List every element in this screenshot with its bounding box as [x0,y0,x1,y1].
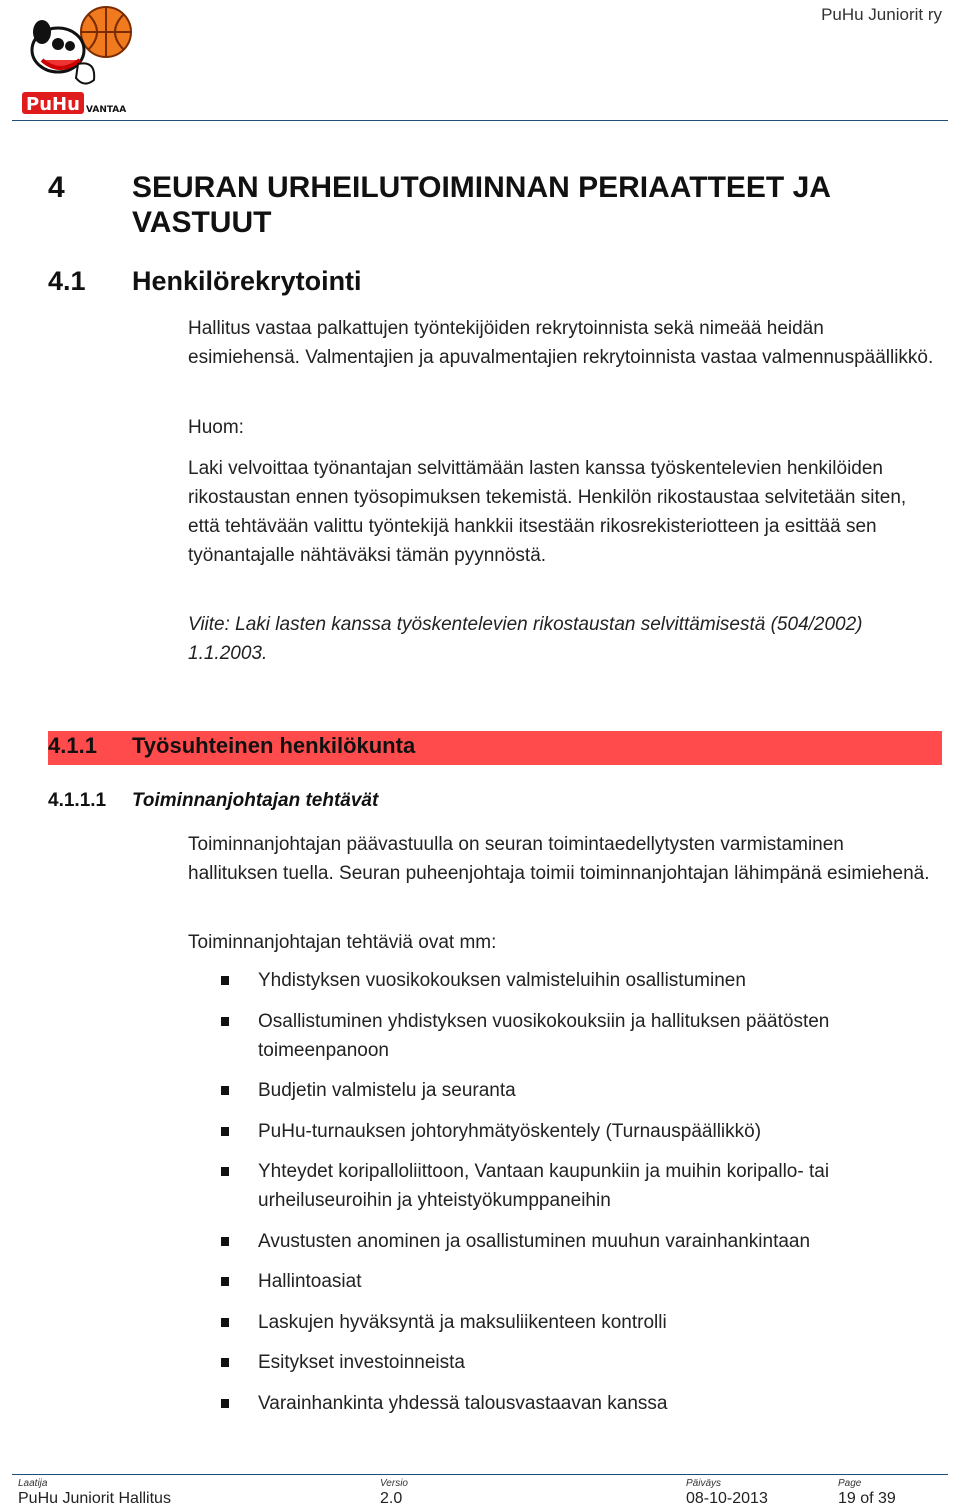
footer-version: 2.0 [380,1490,403,1507]
list-item [188,1267,938,1296]
task-text: Hallintoasiat [258,1271,362,1292]
task-text: Yhdistyksen vuosikokouksen valmisteluihin osallistuminen [258,970,746,991]
bullet-icon [221,1399,229,1408]
section-4-1-title: Henkilörekrytointi [132,266,362,296]
bullet-icon [221,1237,229,1246]
list-item [188,1117,938,1146]
bullet-icon [221,1127,229,1136]
task-list [188,966,938,1429]
footer-author: PuHu Juniorit Hallitus [18,1490,171,1507]
club-logo [18,2,136,118]
logo-subtext: VANTAA [86,105,127,115]
section-4-number: 4 [48,171,65,204]
task-text: PuHu-turnauksen johtoryhmätyöskentely (Turnauspäällikkö) [258,1120,762,1142]
list-item [188,1157,938,1215]
footer-date: 08-10-2013 [686,1490,768,1507]
note-text: Laki velvoittaa työnantajan selvittämään lasten kanssa työskentelevien henkilöiden rikostaustan ennen työsopimuksen tekemistä. Henkilön rikostaustaa selvitetään siten, että tehtävään valittu työntekijä hankkii itsestään rikosrekisteriotteen ja esittää sen työnantajalle nähtäväksi tämän pyynnöstä. [188,458,907,566]
section-4-1-1-1-number: 4.1.1.1 [48,790,107,811]
list-item [188,1227,938,1256]
task-text: Budjetin valmistelu ja seuranta [258,1080,516,1101]
section-4-1-1-1-title: Toiminnanjohtajan tehtävät [132,790,379,811]
bullet-icon [221,1086,229,1095]
list-item [188,966,938,995]
header-organization: PuHu Juniorit ry [821,5,942,24]
list-item [188,1348,938,1377]
footer-version-label: Versio [380,1478,408,1489]
note-label: Huom: [188,417,244,438]
task-text: Laskujen hyväksyntä ja maksuliikenteen kontrolli [258,1311,667,1333]
header-divider [12,120,948,121]
list-item [188,1076,938,1105]
section-4-1-1-number: 4.1.1 [48,733,97,758]
bullet-icon [221,1017,229,1026]
bullet-icon [221,1358,229,1367]
tasks-intro: Toiminnanjohtajan tehtäviä ovat mm: [188,932,497,953]
task-text: Avustusten anominen ja osallistuminen muuhun varainhankintaan [258,1230,811,1252]
section-4-1-number: 4.1 [48,266,86,296]
task-text: Yhteydet koripalloliittoon, Vantaan kaupunkiin ja muihin koripallo- tai urheiluseuroihin ja yhteistyökumppaneihin [258,1161,830,1211]
bullet-icon [221,1167,229,1176]
footer-date-label: Päiväys [686,1478,722,1489]
section-4-1-1-title: Työsuhteinen henkilökunta [132,733,416,758]
bullet-icon [221,976,229,985]
logo-text: PuHu [26,94,80,115]
bullet-icon [221,1277,229,1286]
list-item [188,1007,938,1065]
director-paragraph: Toiminnanjohtajan päävastuulla on seuran toimintaedellytysten varmistaminen hallituksen tuella. Seuran puheenjohtaja toimii toiminnanjohtajan lähimpänä esimiehenä. [188,834,930,884]
task-text: Varainhankinta yhdessä talousvastaavan kanssa [258,1392,668,1414]
bullet-icon [221,1318,229,1327]
recruitment-paragraph: Hallitus vastaa palkattujen työntekijöiden rekrytoinnista sekä nimeää heidän esimiehensä. Valmentajien ja apuvalmentajien rekrytoinnista vastaa valmennuspäällikkö. [188,318,934,368]
task-text: Esitykset investoinneista [258,1352,465,1373]
section-4-title: SEURAN URHEILUTOIMINNAN PERIAATTEET JA VASTUUT [132,171,830,239]
footer-divider [12,1474,948,1475]
legal-reference: Viite: Laki lasten kanssa työskentelevien rikostaustan selvittämisestä (504/2002) 1.1.2003. [188,614,863,664]
list-item [188,1389,938,1418]
task-text: Osallistuminen yhdistyksen vuosikokouksiin ja hallituksen päätösten toimeenpanoon [258,1010,830,1061]
footer-author-label: Laatija [18,1478,48,1489]
footer-page-label: Page [838,1478,862,1489]
footer-page: 19 of 39 [838,1490,896,1507]
list-item [188,1308,938,1337]
